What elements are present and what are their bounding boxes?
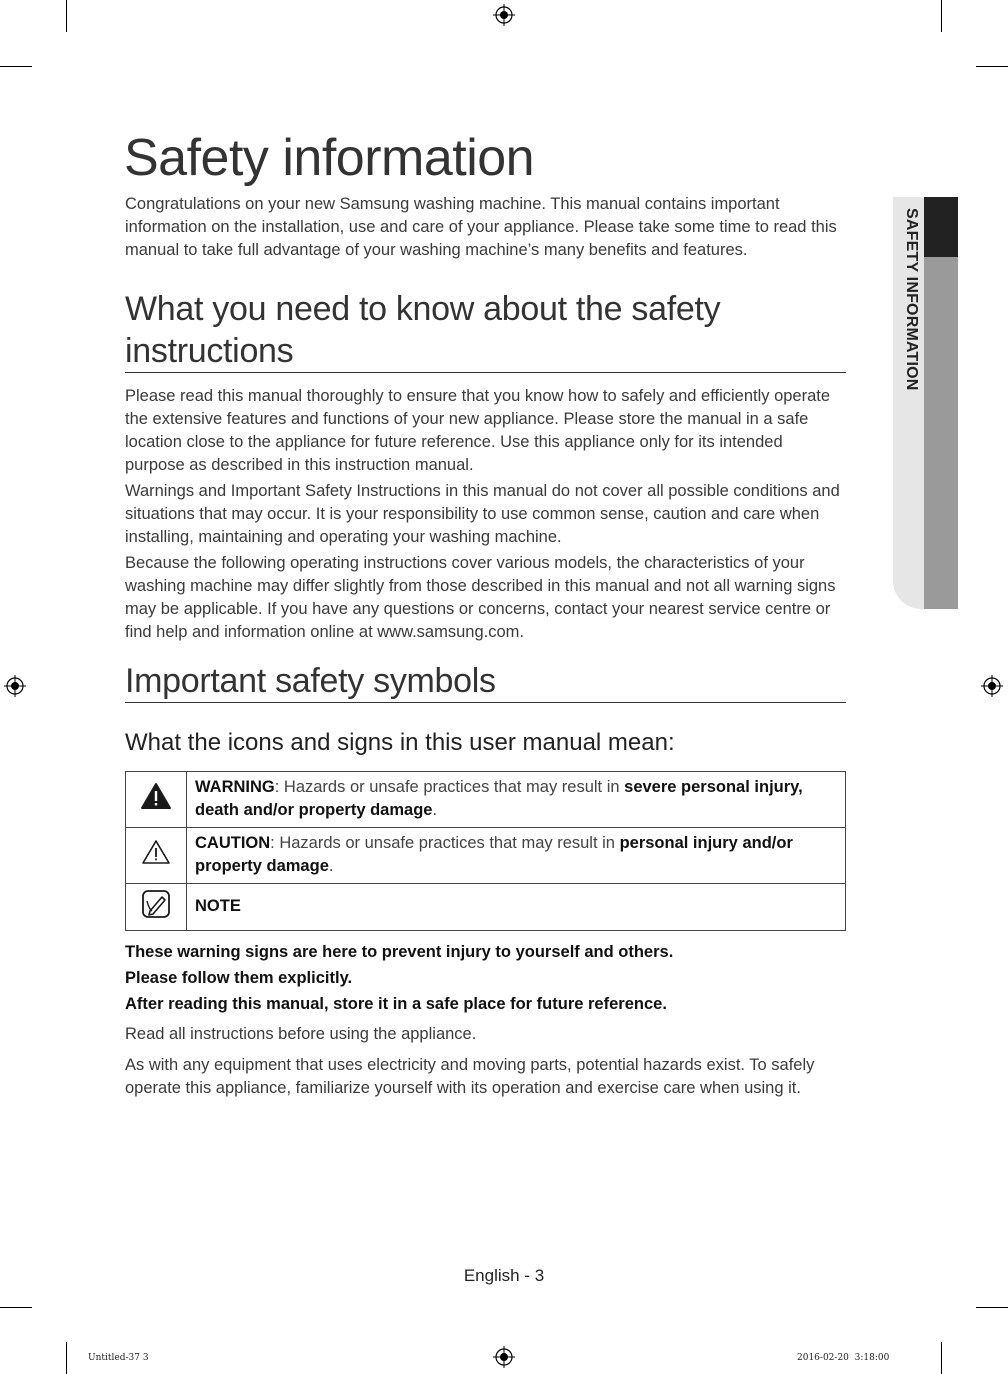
registration-mark-icon xyxy=(981,675,1003,697)
side-tab-label: SAFETY INFORMATION xyxy=(903,208,920,391)
symbol-cell xyxy=(126,828,187,884)
crop-mark xyxy=(0,1307,32,1308)
symbol-cell xyxy=(126,884,187,931)
symbol-description xyxy=(187,884,846,931)
section-heading: What you need to know about the safety instructions xyxy=(125,288,846,373)
crop-mark xyxy=(976,66,1008,67)
symbol-label: CAUTION xyxy=(195,834,271,852)
symbol-emphasis: severe personal injury, death and/or property damage xyxy=(195,778,803,819)
print-slug-right: 2016-02-20 ￼￼ 3:18:00 xyxy=(797,1353,890,1363)
symbol-description xyxy=(187,828,846,884)
table-row xyxy=(126,828,846,884)
symbol-emphasis: personal injury and/or property damage xyxy=(195,834,793,875)
section-safety-instructions xyxy=(125,288,846,647)
print-slug-left: Untitled-37 3 xyxy=(88,1353,149,1363)
crop-mark xyxy=(941,0,942,32)
registration-mark-icon xyxy=(493,1346,515,1368)
section-safety-symbols xyxy=(125,660,846,1100)
body-paragraph: Please read this manual thoroughly to ensure that you know how to safely and efficiently operate the extensive features and functions of your new appliance. Please store the manual in a safe location close to the appliance for future reference. Use this appliance only for its intended purpose as described in this instruction manual. xyxy=(125,387,831,474)
symbol-end: . xyxy=(432,801,438,819)
page-title: Safety information xyxy=(124,129,535,187)
sub-heading: What the icons and signs in this user manual mean: xyxy=(125,729,675,756)
crop-mark xyxy=(66,0,67,32)
side-tab-active-marker xyxy=(924,197,958,257)
intro-paragraph: Congratulations on your new Samsung washing machine. This manual contains important information on the installation, use and care of your appliance. Please take some time to read this manual to take full advantage of your washing machine’s many benefits and features. xyxy=(125,195,837,259)
body-paragraph: Warnings and Important Safety Instructions in this manual do not cover all possible conditions and situations that may occur. It is your responsibility to use common sense, caution and care when installing, maintaining and operating your washing machine. xyxy=(125,482,840,546)
symbol-description xyxy=(187,772,846,828)
crop-mark xyxy=(66,1342,67,1374)
bold-notice-line: After reading this manual, store it in a safe place for future reference. xyxy=(125,995,667,1013)
crop-mark xyxy=(941,1342,942,1374)
caution-outline-triangle-icon xyxy=(140,838,172,866)
crop-mark xyxy=(976,1307,1008,1308)
symbol-cell xyxy=(126,772,187,828)
body-paragraph: As with any equipment that uses electricity and moving parts, potential hazards exist. To safely operate this appliance, familiarize yourself with its operation and exercise care when using it. xyxy=(125,1056,815,1097)
warning-filled-triangle-icon xyxy=(140,782,172,810)
symbol-end: . xyxy=(328,857,334,875)
table-row xyxy=(126,772,846,828)
crop-mark xyxy=(0,66,32,67)
page-number: English - 3 xyxy=(463,1266,545,1285)
note-pencil-icon xyxy=(141,889,171,919)
symbol-label: NOTE xyxy=(195,897,241,915)
intro-block xyxy=(125,193,846,262)
body-paragraph: Read all instructions before using the appliance. xyxy=(125,1025,477,1043)
bold-notice-line: Please follow them explicitly. xyxy=(125,969,353,987)
section-heading: Important safety symbols xyxy=(125,660,846,703)
bold-notice-line: These warning signs are here to prevent injury to yourself and others. xyxy=(125,943,674,961)
side-tab-bar xyxy=(924,257,958,609)
symbols-table xyxy=(125,771,846,931)
symbol-text: : Hazards or unsafe practices that may result in xyxy=(270,834,620,852)
registration-mark-icon xyxy=(4,675,26,697)
body-paragraph: Because the following operating instructions cover various models, the characteristics of your washing machine may differ slightly from those described in this manual and not all warning signs may be applicable. If you have any questions or concerns, contact your nearest service centre or find help and information online at www.samsung.com. xyxy=(125,554,836,641)
table-row xyxy=(126,884,846,931)
symbol-text: : Hazards or unsafe practices that may result in xyxy=(274,778,625,796)
registration-mark-icon xyxy=(493,4,515,26)
symbol-label: WARNING xyxy=(195,778,275,796)
